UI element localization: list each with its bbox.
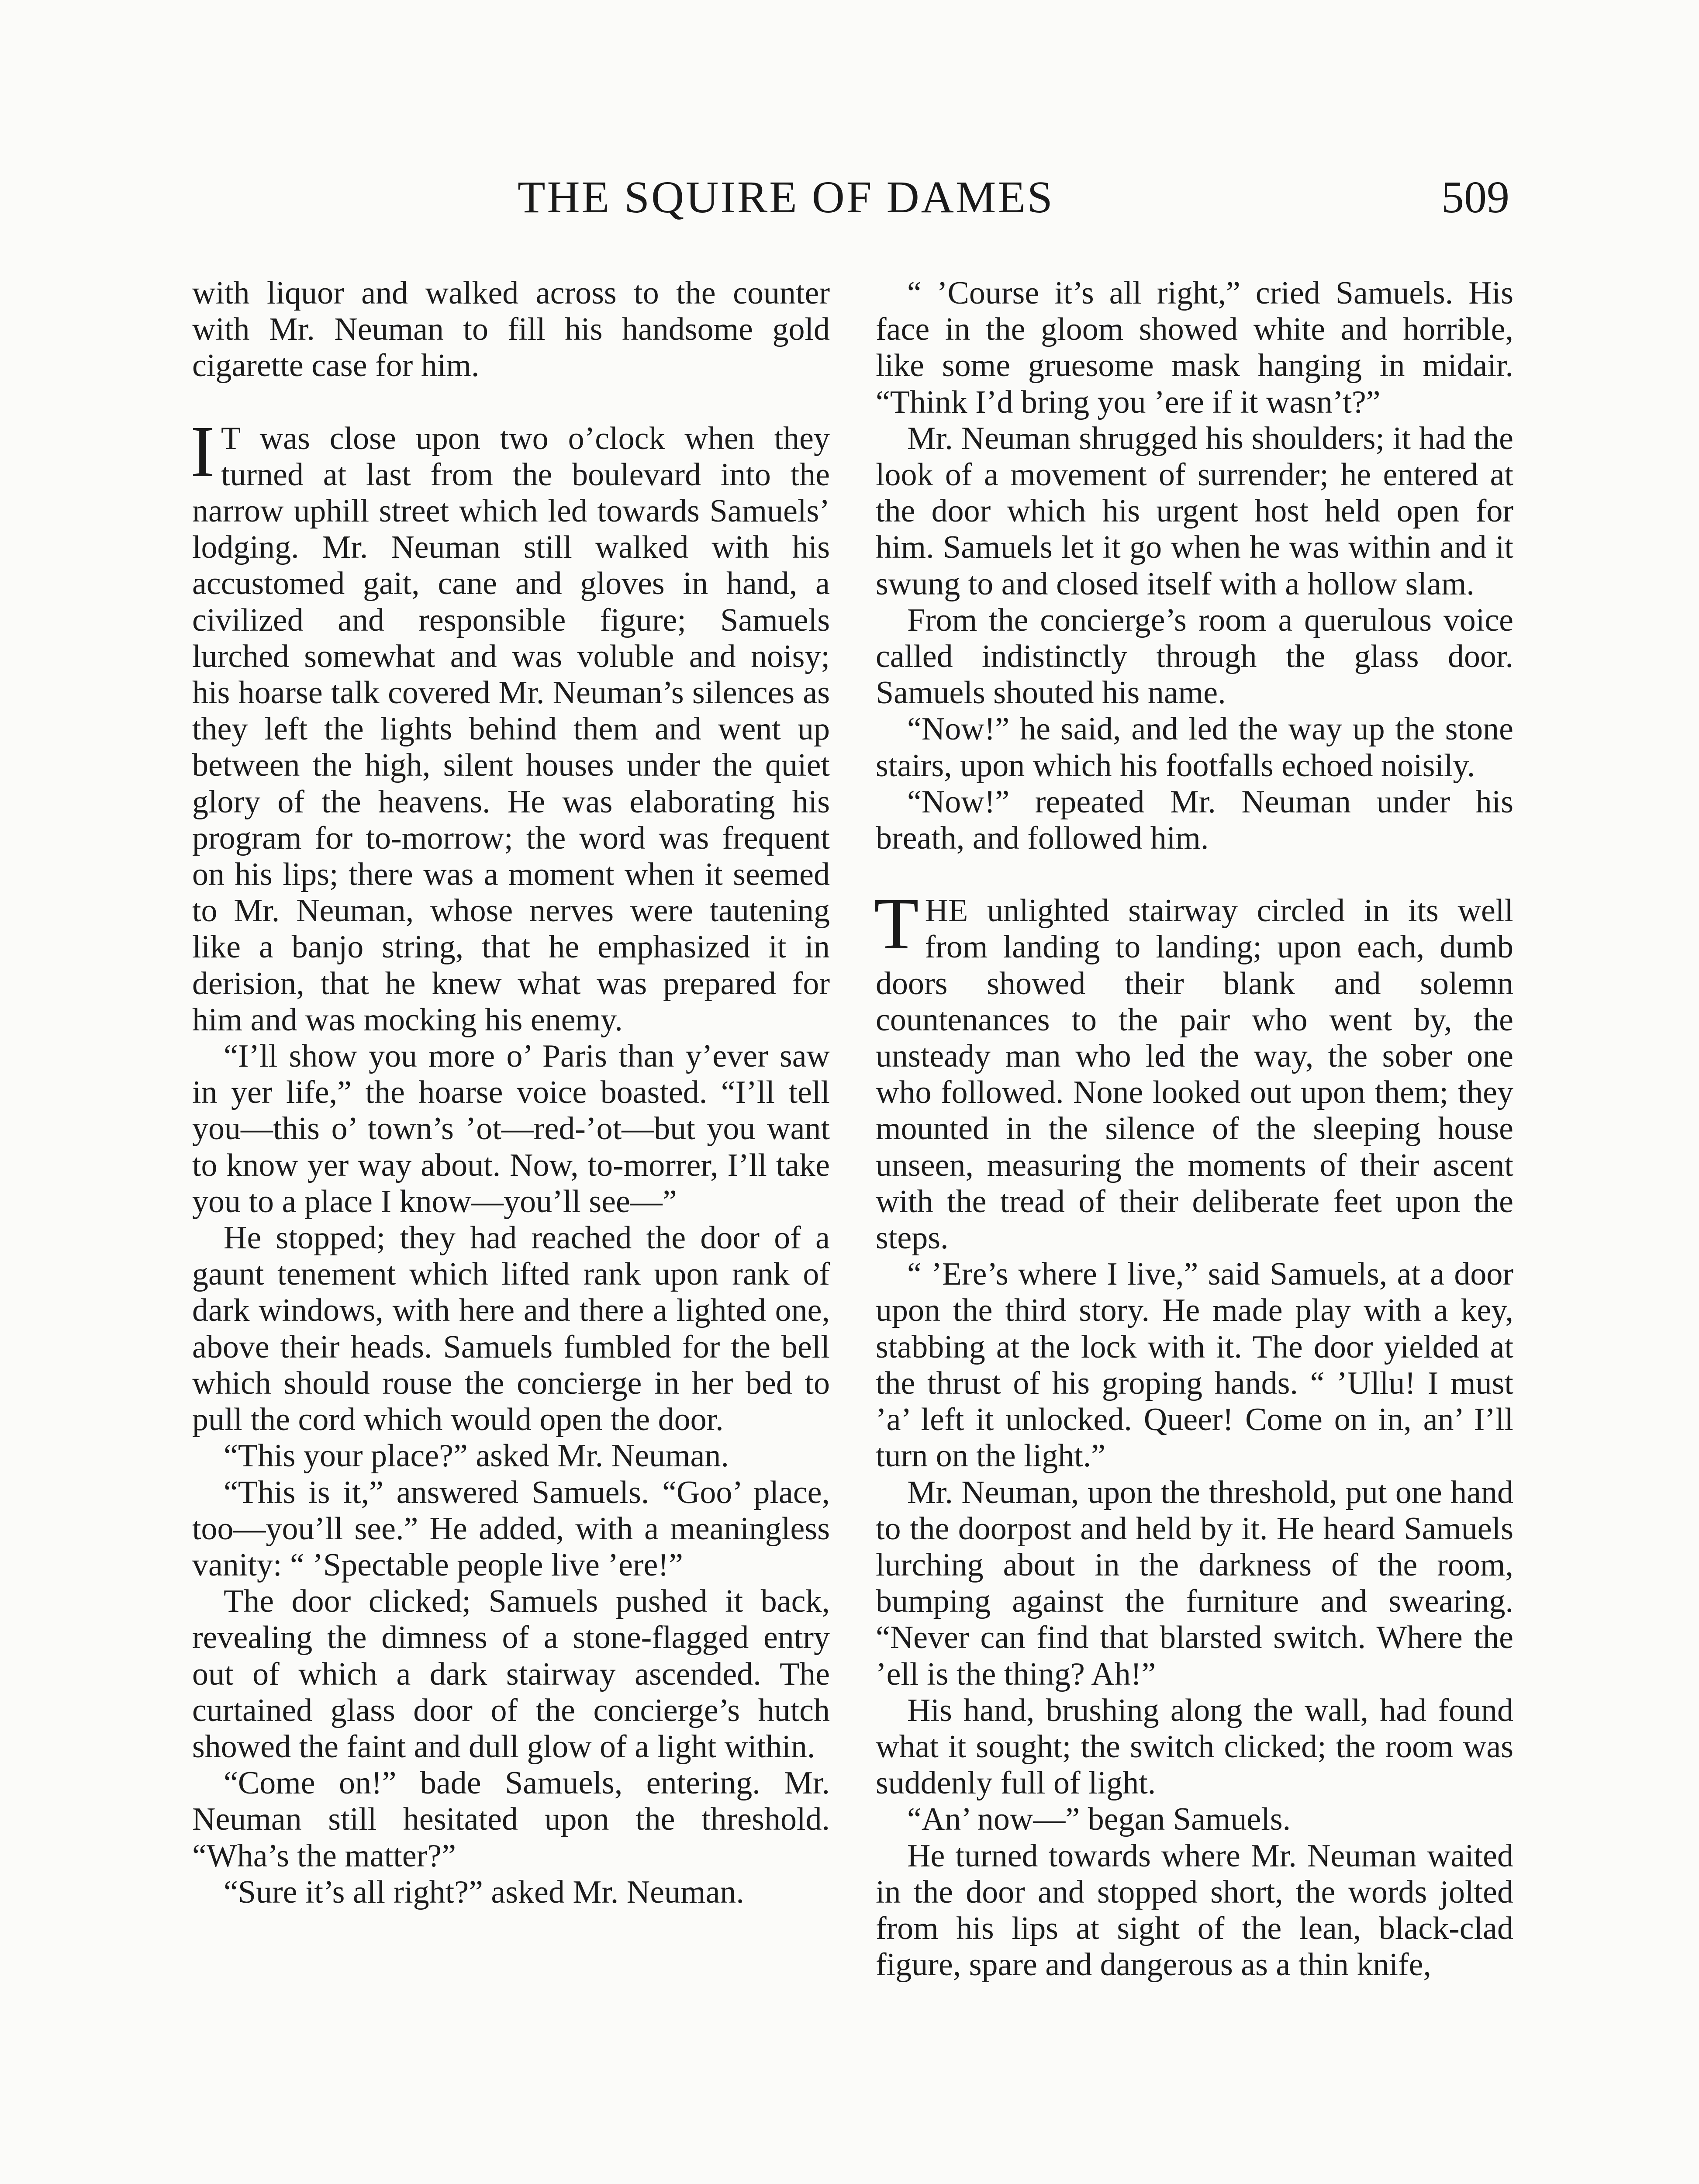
page-number: 509: [1441, 172, 1509, 222]
paragraph: “An’ now—” began Samuels.: [907, 1801, 1291, 1838]
section-opening-paragraph: [874, 883, 1513, 1256]
section-opening-paragraph: [190, 411, 830, 1038]
paragraph: “Now!” he said, and led the way up the stone stairs, upon which his footfalls echoed noisily.: [876, 711, 1513, 784]
paragraph: “ ’Course it’s all right,” cried Samuels. His face in the gloom showed white and horrible, like some gruesome mask hanging in midair. “Think I’d bring you ’ere if it wasn’t?”: [876, 275, 1513, 420]
paragraph: “This your place?” asked Mr. Neuman.: [224, 1438, 729, 1474]
paragraph: The door clicked; Samuels pushed it back, revealing the dimness of a stone-flagged entry out of which a dark stairway ascended. The curtained glass door of the concierge’s hutch showed the faint and dull glow of a light within.: [192, 1583, 830, 1765]
paragraph: From the concierge’s room a querulous voice called indistinctly through the glass door. Samuels shouted his name.: [876, 602, 1513, 711]
paragraph: “ ’Ere’s where I live,” said Samuels, at a door upon the third story. He made play with a key, stabbing at the lock with it. The door yielded at the thrust of his groping hands. “ ’Ullu! I must ’a’ left it unlocked. Queer! Come on in, an’ I’ll turn on the light.”: [876, 1256, 1513, 1474]
paragraph: “Sure it’s all right?” asked Mr. Neuman.: [224, 1874, 744, 1910]
drop-cap: T: [874, 883, 919, 965]
right-column: [876, 275, 1513, 1983]
running-title: THE SQUIRE OF DAMES: [518, 172, 1054, 222]
paragraph: with liquor and walked across to the counter with Mr. Neuman to fill his handsome gold cigarette case for him.: [192, 275, 830, 384]
paragraph: “Now!” repeated Mr. Neuman under his breath, and followed him.: [876, 784, 1513, 857]
paragraph: He turned towards where Mr. Neuman waited in the door and stopped short, the words jolted from his lips at sight of the lean, black-clad figure, spare and dangerous as a thin knife,: [876, 1838, 1513, 1983]
paragraph-text: T was close upon two o’clock when they turned at last from the boulevard into the narrow uphill street which led towards Samuels’ lodging. Mr. Neuman still walked with his accustomed gait, cane and gloves in hand, a civilized and responsible figure; Samuels lurched somewhat and was voluble and noisy; his hoarse talk covered Mr. Neuman’s silences as they left the lights behind them and went up between the high, silent houses under the quiet glory of the heavens. He was elaborating his program for to-morrow; the word was frequent on his lips; there was a moment when it seemed to Mr. Neuman, whose nerves were tautening like a banjo string, that he emphasized it in derision, that he knew what was prepared for him and was mocking his enemy.: [192, 420, 830, 1038]
drop-cap: I: [190, 411, 215, 492]
left-column: [192, 275, 830, 1911]
paragraph: He stopped; they had reached the door of a gaunt tenement which lifted rank upon rank of dark windows, with here and there a lighted one, above their heads. Samuels fumbled for the bell which should rouse the concierge in her bed to pull the cord which would open the door.: [192, 1220, 830, 1438]
paragraph: Mr. Neuman, upon the threshold, put one hand to the doorpost and held by it. He heard Samuels lurching about in the darkness of the room, bumping against the furniture and swearing. “Never can find that blarsted switch. Where the ’ell is the thing? Ah!”: [876, 1474, 1513, 1692]
paragraph: His hand, brushing along the wall, had found what it sought; the switch clicked; the room was suddenly full of light.: [876, 1692, 1513, 1801]
paragraph: “I’ll show you more o’ Paris than y’ever saw in yer life,” the hoarse voice boasted. “I’ll tell you—this o’ town’s ’ot—red-’ot—but you want to know yer way about. Now, to-morrer, I’ll take you to a place I know—you’ll see—”: [192, 1038, 830, 1220]
paragraph-text: HE unlighted stairway circled in its well from landing to landing; upon each, dumb doors showed their blank and solemn countenances to the pair who went by, the unsteady man who led the way, the sober one who followed. None looked out upon them; they mounted in the silence of the sleeping house unseen, measuring the moments of their ascent with the tread of their deliberate feet upon the steps.: [876, 893, 1513, 1256]
paragraph: Mr. Neuman shrugged his shoulders; it had the look of a movement of surrender; he entered at the door which his urgent host held open for him. Samuels let it go when he was within and it swung to and closed itself with a hollow slam.: [876, 420, 1513, 602]
paragraph: “This is it,” answered Samuels. “Goo’ place, too—you’ll see.” He added, with a meaningless vanity: “ ’Spectable people live ’ere!”: [192, 1474, 830, 1583]
paragraph: “Come on!” bade Samuels, entering. Mr. Neuman still hesitated upon the threshold. “Wha’s the matter?”: [192, 1765, 830, 1874]
